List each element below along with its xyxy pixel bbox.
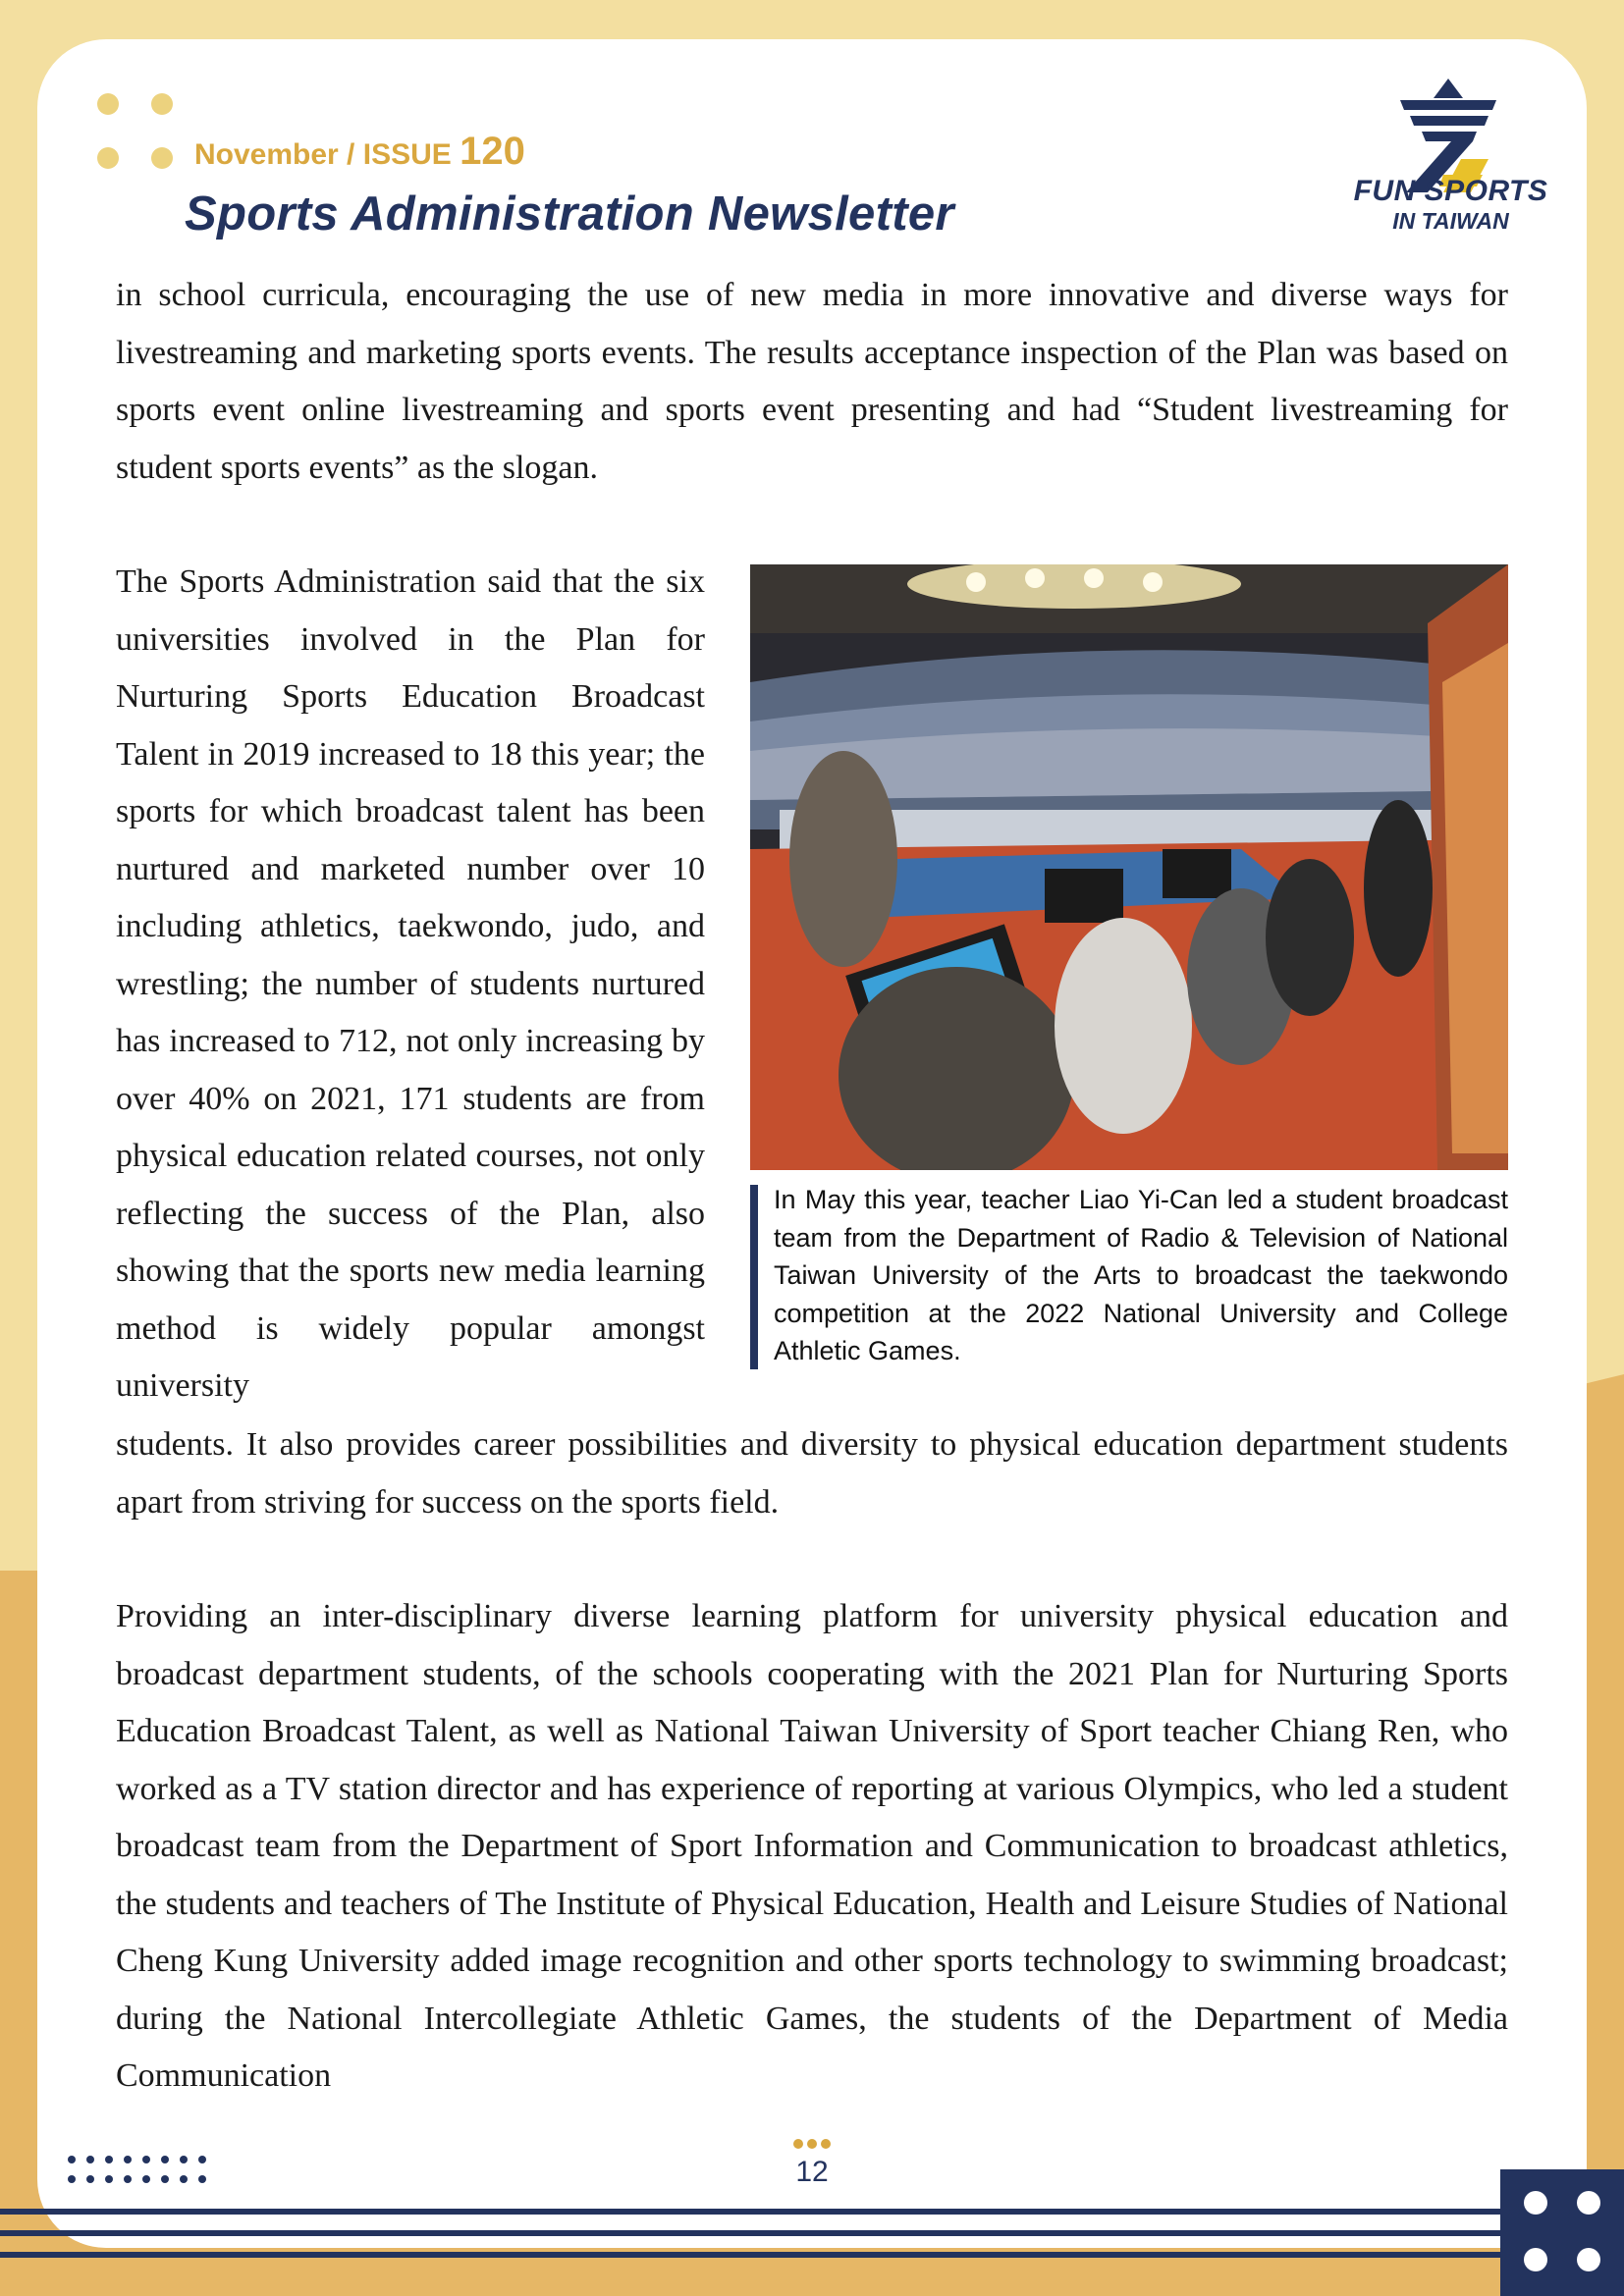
footer-line-2 <box>0 2230 1512 2236</box>
body-paragraph-2-continued: students. It also provides career possibilities and diversity to physical education department students apart from striving for success on the sports field. <box>116 1426 1508 1521</box>
caption-accent-bar <box>750 1185 758 1369</box>
body-paragraph-3: Providing an inter-disciplinary diverse learning platform for university physical education and broadcast department students, of the schools cooperating with the 2021 Plan for Nurturing Sports Education Broadcast Talent, as well as National Taiwan University of Sport teacher Chiang Ren, who worked as a TV station director and has experience of reporting at various Olympics, who led a student broadcast team from the Department of Sport Information and Communication to broadcast athletics, the students and teachers of The Institute of Physical Education, Health and Leisure Studies of National Cheng Kung University added image recognition and other sports technology to swimming broadcast; during the National Intercollegiate Athletic Games, the students of the Department of Media Communication <box>116 1598 1508 2094</box>
issue-line <box>194 130 525 174</box>
newsletter-title: Sports Administration Newsletter <box>185 187 954 240</box>
body-paragraph-2-column: The Sports Administration said that the six universities involved in the Plan for Nurturing Sports Education Broadcast Talent in 2019 increased to 18 this year; the sports for which broadcast talent has been nurtured and marketed number over 10 including athletics, taekwondo, judo, and wrestling; the number of students nurtured has increased to 712, not only increasing by over 40% on 2021, 171 students are from physical education related courses, not only reflecting the success of the Plan, also showing that the sports new media learning method is widely popular amongst university <box>116 563 705 1404</box>
corner-dots <box>1500 2169 1624 2296</box>
logo-text-in-taiwan: IN TAIWAN <box>1392 208 1509 234</box>
issue-number: 120 <box>460 130 525 173</box>
footer-line-1 <box>0 2209 1512 2215</box>
page-number: 12 <box>795 2156 829 2188</box>
decorative-dots-footer <box>65 2153 222 2188</box>
logo-text-fun-sports: FUN SPORTS <box>1353 175 1548 207</box>
corner-block <box>1500 2169 1624 2296</box>
photo-caption: In May this year, teacher Liao Yi-Can led a student broadcast team from the Department of Radio & Television of National Taiwan University of the Arts to broadcast the taekwondo competition at the 2022 National University and College Athletic Games. <box>774 1185 1508 1365</box>
footer-line-3 <box>0 2252 1512 2258</box>
body-paragraph-1: in school curricula, encouraging the use of new media in more innovative and diverse ways for livestreaming and marketing sports events. The results acceptance inspection of the Plan was based on sports event online livestreaming and sports event presenting and had “Student livestreaming for student sports events” as the slogan. <box>116 277 1508 486</box>
issue-label: ISSUE <box>362 138 460 171</box>
issue-month: November / <box>194 138 363 171</box>
broadcast-team-photo <box>750 564 1508 1170</box>
page-number-dots <box>792 2138 832 2150</box>
